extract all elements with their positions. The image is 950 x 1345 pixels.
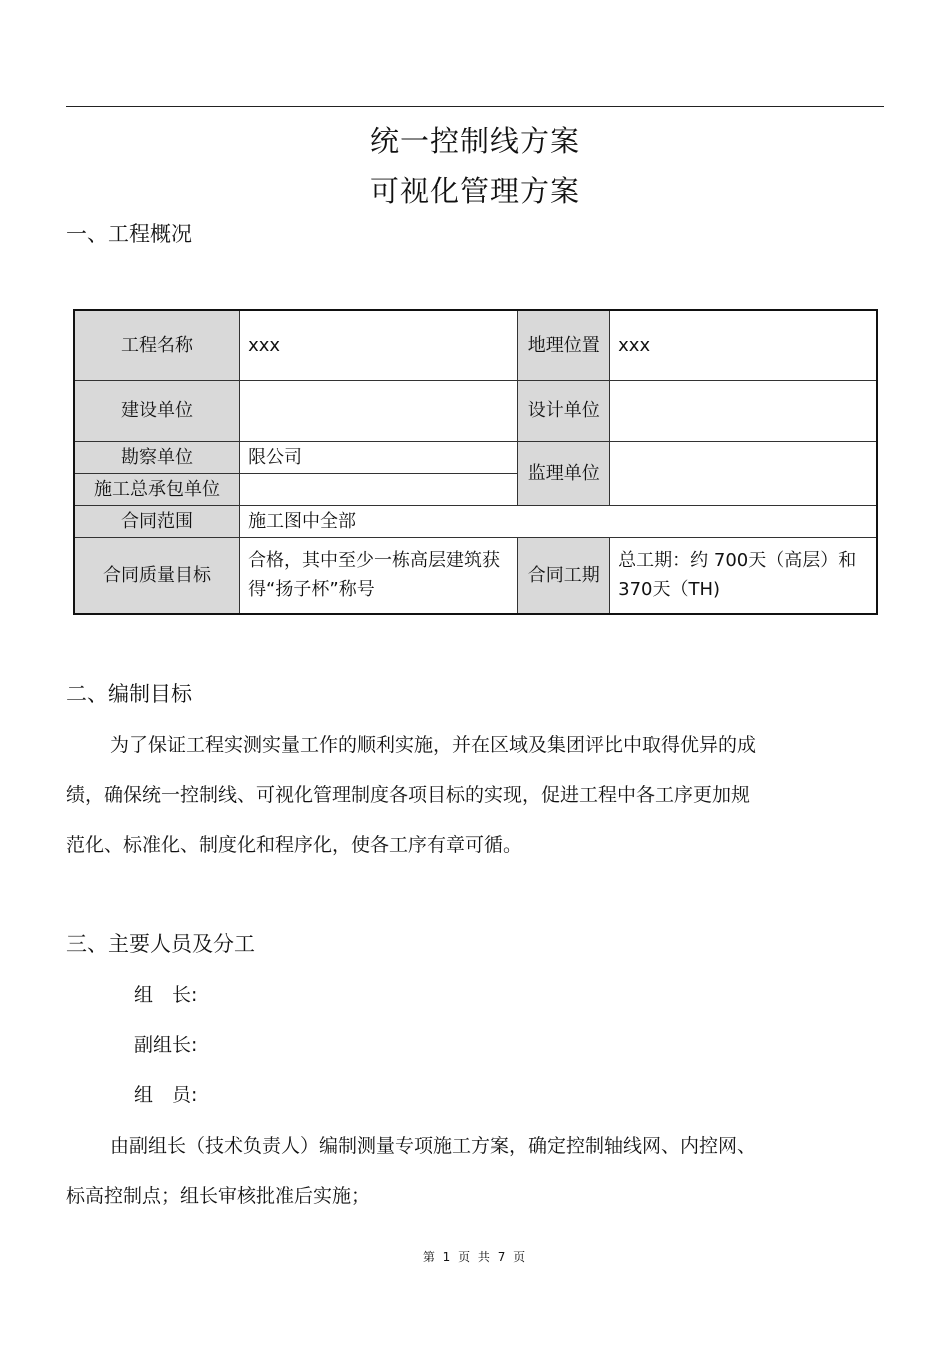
survey-value: 限公司 — [240, 441, 518, 473]
page-number: 第 1 页 共 7 页 — [422, 1250, 528, 1264]
supervisor-label: 监理单位 — [518, 441, 610, 505]
section3-para-line1: 由副组长（技术负责人）编制测量专项施工方案，确定控制轴线网、内控网、 — [110, 1135, 757, 1157]
location-value: xxx — [610, 310, 877, 380]
section3-heading: 三、主要人员及分工 — [66, 932, 255, 956]
member-line: 组 员: — [134, 1084, 198, 1106]
section1-heading: 一、工程概况 — [66, 222, 192, 246]
table-row — [74, 380, 877, 441]
contractor-value — [240, 473, 518, 505]
section3-para-line2: 标高控制点；组长审核批准后实施； — [66, 1185, 371, 1207]
leader-line: 组 长: — [134, 984, 198, 1006]
period-label: 合同工期 — [518, 537, 610, 614]
scope-value: 施工图中全部 — [240, 505, 877, 537]
scope-label: 合同范围 — [74, 505, 240, 537]
top-rule — [66, 106, 884, 107]
location-label: 地理位置 — [518, 310, 610, 380]
designer-label: 设计单位 — [518, 380, 610, 441]
section2-para-line2: 绩，确保统一控制线、可视化管理制度各项目标的实现，促进工程中各工序更加规 — [66, 784, 751, 806]
table-row — [74, 310, 877, 380]
designer-value — [610, 380, 877, 441]
survey-label: 勘察单位 — [74, 441, 240, 473]
period-value: 总工期：约 700天（高层）和370天（TH) — [610, 537, 877, 614]
project-name-value: xxx — [240, 310, 518, 380]
table-row — [74, 441, 877, 473]
table-row — [74, 505, 877, 537]
quality-label: 合同质量目标 — [74, 537, 240, 614]
builder-label: 建设单位 — [74, 380, 240, 441]
section2-para-line3: 范化、标准化、制度化和程序化，使各工序有章可循。 — [66, 834, 523, 856]
deputy-line: 副组长: — [134, 1034, 198, 1056]
quality-value: 合格，其中至少一栋高层建筑获得“扬子杯”称号 — [240, 537, 518, 614]
project-info-table — [73, 309, 878, 615]
builder-value — [240, 380, 518, 441]
supervisor-value — [610, 441, 877, 505]
section2-heading: 二、编制目标 — [66, 682, 192, 706]
doc-title-line1: 统一控制线方案 — [369, 124, 580, 158]
doc-title-line2: 可视化管理方案 — [369, 174, 580, 208]
table-row — [74, 537, 877, 614]
section2-para-line1: 为了保证工程实测实量工作的顺利实施，并在区域及集团评比中取得优异的成 — [110, 734, 757, 756]
project-name-label: 工程名称 — [74, 310, 240, 380]
contractor-label: 施工总承包单位 — [74, 473, 240, 505]
